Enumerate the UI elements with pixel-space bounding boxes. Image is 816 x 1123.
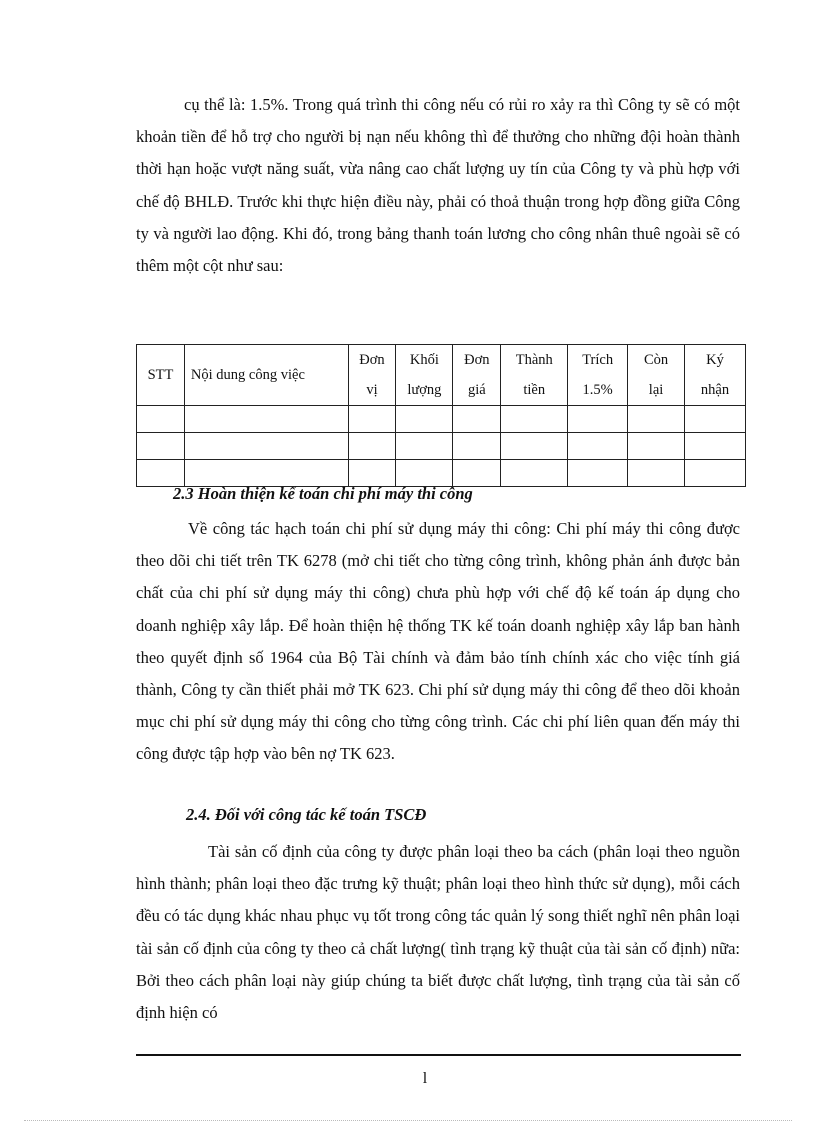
table-row: [137, 460, 746, 487]
payroll-table: [136, 344, 746, 487]
header-signature: Ký nhận: [685, 345, 746, 406]
header-stt: STT: [137, 345, 185, 406]
section-heading-2-4: 2.4. Đối với công tác kế toán TSCĐ: [186, 805, 427, 824]
paragraph-3: Tài sản cố định của công ty được phân loại theo ba cách (phân loại theo nguồn hình thành; phân loại theo đặc trưng kỹ thuật; phân loại theo hình thức sử dụng), mỗi cách đều có tác dụng khác nhau phục vụ tốt trong công tác quản lý song thiết nghĩ nên phân loại tài sản cố định của công ty theo cả chất lượng( tình trạng kỹ thuật của tài sản cố định) nữa: Bởi theo cách phân loại này giúp chúng ta biết được chất lượng, tình trạng của tài sản cố định hiện có: [136, 842, 740, 1023]
header-content: Nội dung công việc: [184, 345, 348, 406]
header-deduction: Trích 1.5%: [568, 345, 628, 406]
footer-divider: [136, 1054, 741, 1056]
header-remaining: Còn lại: [628, 345, 685, 406]
table-row: [137, 406, 746, 433]
section-heading-2-3: 2.3 Hoàn thiện kế toán chi phí máy thi công: [173, 484, 473, 503]
table-row: [137, 433, 746, 460]
header-unit: Đơn vị: [348, 345, 396, 406]
table-header-row: [137, 345, 746, 406]
header-volume: Khối lượng: [396, 345, 453, 406]
header-unit-price: Đơn giá: [453, 345, 501, 406]
page-bottom-border: [24, 1120, 792, 1121]
header-amount: Thành tiền: [501, 345, 568, 406]
paragraph-1: cụ thể là: 1.5%. Trong quá trình thi công nếu có rủi ro xảy ra thì Công ty sẽ có một khoản tiền để hỗ trợ cho người bị nạn nếu không thì để thưởng cho những đội hoàn thành thời hạn hoặc vượt năng suất, vừa nâng cao chất lượng uy tín của Công ty và phù hợp với chế độ BHLĐ. Trước khi thực hiện điều này, phải có thoả thuận trong hợp đồng giữa Công ty và người lao động. Khi đó, trong bảng thanh toán lương cho công nhân thuê ngoài sẽ có thêm một cột như sau:: [136, 95, 740, 276]
page-number: l: [422, 1070, 428, 1087]
paragraph-2: Về công tác hạch toán chi phí sử dụng máy thi công: Chi phí máy thi công được theo dõi chi tiết trên TK 6278 (mở chi tiết cho từng công trình, không phản ánh được bản chất của chi phí sử dụng máy thi công) chưa phù hợp với chế độ kế toán áp dụng cho doanh nghiệp xây lắp. Để hoàn thiện hệ thống TK kế toán doanh nghiệp xây lắp ban hành theo quyết định số 1964 của Bộ Tài chính và đảm bảo tính chính xác cho việc tính giá thành, Công ty cần thiết phải mở TK 623. Chi phí sử dụng máy thi công để theo dõi khoản mục chi phí sử dụng máy thi công cho từng công trình. Các chi phí liên quan đến máy thi công được tập hợp vào bên nợ TK 623.: [136, 519, 740, 764]
